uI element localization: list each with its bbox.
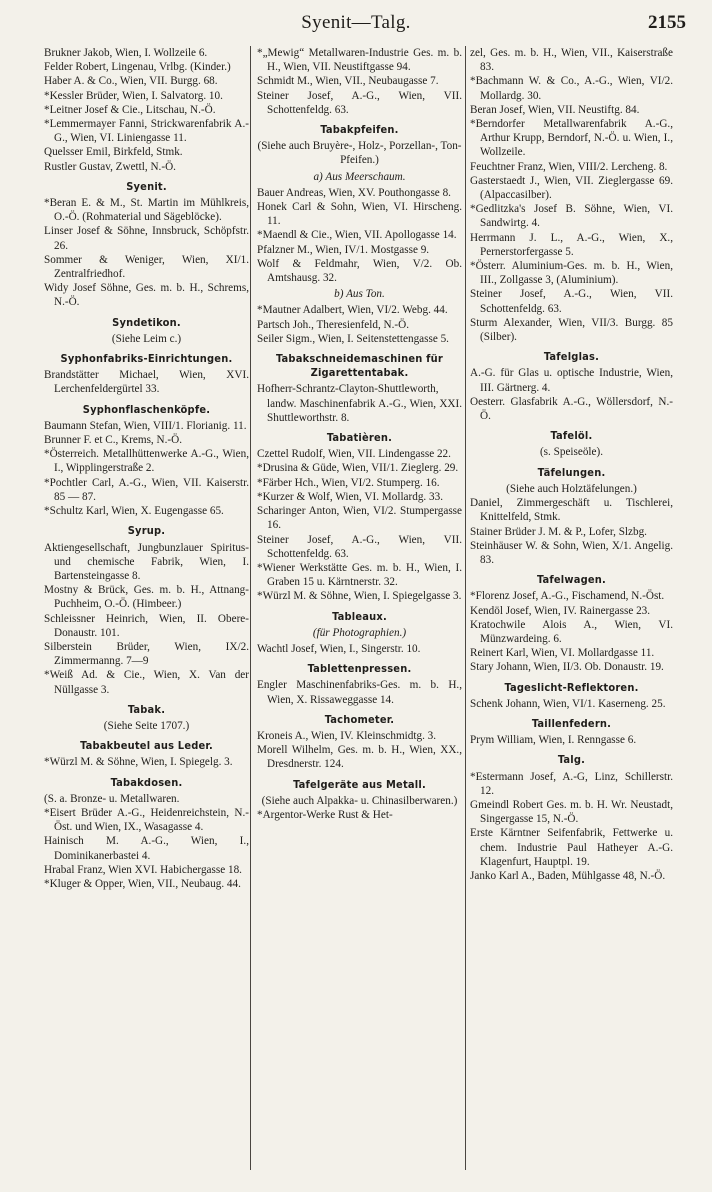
directory-entry: Morell Wilhelm, Ges. m. b. H., Wien, XX., Dresdnerstr. 124. (257, 744, 462, 771)
section-heading: Tabakschneidemaschinen für Zigarettentabak. (276, 352, 443, 380)
section-note: (für Photographien.) (312, 626, 407, 639)
section-heading: Talg. (557, 753, 586, 767)
directory-entry: Kendöl Josef, Wien, IV. Rainergasse 23. (470, 604, 651, 617)
directory-entry: Beran Josef, Wien, VII. Neustiftg. 84. (470, 103, 640, 116)
section-heading: Tabakpfeifen. (320, 123, 399, 137)
directory-entry: Janko Karl A., Baden, Mühlgasse 48, N.-Ö. (470, 869, 666, 882)
section-heading: Syenit. (126, 179, 167, 193)
directory-entry: *Estermann Josef, A.-G, Linz, Schillerstr. 12. (470, 770, 673, 797)
directory-entry: Linser Josef & Söhne, Innsbruck, Schöpfstr. 26. (44, 225, 249, 252)
directory-entry: *Weiß Ad. & Cie., Wien, X. Van der Nüllgasse 3. (44, 669, 249, 696)
section-note: (s. Speiseöle). (539, 446, 604, 459)
directory-entry: Wolf & Feldmahr, Wien, V/2. Ob. Amtshausg. 32. (257, 257, 462, 285)
running-title: Syenit—Talg. (301, 12, 411, 33)
directory-entry: *Kurzer & Wolf, Wien, VI. Mollardg. 33. (257, 490, 444, 503)
section-heading: Syphonflaschenköpfe. (82, 402, 211, 416)
directory-entry: *Argentor-Werke Rust & Het- (257, 808, 393, 821)
directory-entry: Engler Maschinenfabriks-Ges. m. b. H., Wien, X. Rissaweggasse 14. (257, 679, 462, 706)
section-note: (Siehe Leim c.) (111, 332, 182, 345)
section-heading: Tafelöl. (550, 429, 593, 443)
section-heading: Tafelwagen. (536, 573, 607, 587)
directory-entry: Hrabal Franz, Wien XVI. Habichergasse 18. (44, 863, 242, 876)
directory-entry: Steinhäuser W. & Sohn, Wien, X/1. Angelig. 83. (470, 539, 673, 566)
directory-entry: *Wiener Werkstätte Ges. m. b. H., Wien, I. Graben 15 u. Kärntnerstr. 32. (257, 561, 462, 589)
directory-entry: Schmidt M., Wien, VII., Neubaugasse 7. (257, 75, 439, 88)
directory-entry: *Leitner Josef & Cie., Litschau, N.-Ö. (44, 103, 216, 116)
section-heading: Tachometer. (324, 712, 395, 726)
page-header (0, 8, 712, 42)
directory-entry: Steiner Josef, A.-G., Wien, VII. Schottenfeldg. 63. (257, 533, 462, 560)
section-heading: Taillenfedern. (531, 716, 612, 730)
section-note: (Siehe auch Bruyère-, Holz-, Porzellan-, Ton-Pfeifen.) (257, 140, 462, 167)
directory-entry: *Florenz Josef, A.-G., Fischamend, N.-Öst. (470, 590, 665, 603)
directory-entry: *Würzl M. & Söhne, Wien, I. Spiegelg. 3. (44, 756, 233, 769)
section-note: (Siehe Seite 1707.) (103, 719, 190, 732)
directory-entry: Brandstätter Michael, Wien, XVI. Lerchenfeldergürtel 33. (44, 369, 249, 396)
column-left (44, 46, 249, 1172)
directory-entry: Gmeindl Robert Ges. m. b. H. Wr. Neustadt, Singergasse 15, N.-Ö. (470, 798, 673, 826)
directory-entry: *Drusina & Güde, Wien, VII/1. Zieglerg. 29. (257, 462, 459, 475)
directory-entry: *Österreich. Metallhüttenwerke A.-G., Wien, I., Wipplingerstraße 2. (44, 448, 249, 475)
directory-entry: Schenk Johann, Wien, VI/1. Kaserneng. 25. (470, 697, 666, 710)
directory-entry: (S. a. Bronze- u. Metallwaren. (44, 792, 180, 805)
directory-entry: Steiner Josef, A.-G., Wien, VII. Schottenfeldg. 63. (470, 288, 673, 315)
section-heading: Tabakbeutel aus Leder. (80, 739, 213, 753)
directory-entry: Scharinger Anton, Wien, VI/2. Stumpergasse 16. (257, 505, 462, 532)
directory-entry: Widy Josef Söhne, Ges. m. b. H., Schrems, N.-Ö. (44, 282, 249, 309)
directory-entry: Prym William, Wien, I. Renngasse 6. (470, 734, 637, 747)
column-divider (465, 46, 466, 1170)
section-note: a) Aus Meerschaum. (313, 170, 406, 183)
directory-entry: Felder Robert, Lingenau, Vrlbg. (Kinder.) (44, 61, 231, 74)
directory-entry: *Österr. Aluminium-Ges. m. b. H., Wien, III., Zollgasse 3, (Aluminium). (470, 260, 673, 287)
section-heading: Tabak. (127, 702, 166, 716)
section-heading: Tafelglas. (543, 350, 600, 364)
directory-entry: Aktiengesellschaft, Jungbunzlauer Spiritus- und chemische Fabrik, Wien, I. Bartensteingasse 8. (44, 541, 249, 582)
directory-entry: Haber A. & Co., Wien, VII. Burgg. 68. (44, 75, 218, 88)
directory-entry: Baumann Stefan, Wien, VIII/1. Florianig. 11. (44, 419, 247, 432)
directory-entry: Oesterr. Glasfabrik A.-G., Wöllersdorf, N.-Ö. (470, 395, 673, 423)
directory-entry: *Pochtler Carl, A.-G., Wien, VII. Kaiserstr. 85 — 87. (44, 476, 249, 503)
directory-entry: Daniel, Zimmergeschäft u. Tischlerei, Knittelfeld, Stmk. (470, 497, 673, 524)
directory-entry: *Beran E. & M., St. Martin im Mühlkreis, O.-Ö. (Rohmaterial und Sägeblöcke). (44, 197, 249, 224)
directory-entry: *Würzl M. & Söhne, Wien, I. Spiegelgasse 3. (257, 590, 462, 603)
directory-entry: *Schultz Karl, Wien, X. Eugengasse 65. (44, 505, 224, 518)
directory-entry: Brunner F. et C., Krems, N.-Ö. (44, 434, 182, 447)
directory-entry: Hainisch M. A.-G., Wien, I., Dominikanerbastei 4. (44, 835, 249, 862)
directory-entry: Hofherr-Schrantz-Clayton-Shuttleworth, landw. Maschinenfabrik A.-G., Wien, XXI. Shuttleworthstr. 8. (257, 383, 462, 424)
directory-entry: A.-G. für Glas u. optische Industrie, Wien, III. Gärtnerg. 4. (470, 367, 673, 394)
directory-entry: Silberstein Brüder, Wien, IX/2. Zimmermanng. 7—9 (44, 640, 249, 668)
directory-entry: Reinert Karl, Wien, VI. Mollardgasse 11. (470, 647, 655, 660)
directory-entry: Stainer Brüder J. M. & P., Lofer, Slzbg. (470, 525, 647, 538)
section-note: b) Aus Ton. (334, 288, 385, 301)
directory-entry: Feuchtner Franz, Wien, VIII/2. Lercheng. 8. (470, 160, 668, 173)
directory-entry: *Gedlitzka's Josef B. Söhne, Wien, VI. Sandwirtg. 4. (470, 203, 673, 230)
column-divider (250, 46, 251, 1170)
directory-entry: Mostny & Brück, Ges. m. b. H., Attnang-Puchheim, O.-Ö. (Himbeer.) (44, 584, 249, 611)
directory-entry: Pfalzner M., Wien, IV/1. Mostgasse 9. (257, 243, 430, 256)
directory-entry: Bauer Andreas, Wien, XV. Pouthongasse 8. (257, 186, 451, 199)
directory-entry: Steiner Josef, A.-G., Wien, VII. Schottenfeldg. 63. (257, 89, 462, 116)
column-right (470, 46, 673, 1172)
directory-entry: Schleissner Heinrich, Wien, II. Obere-Donaustr. 101. (44, 612, 249, 639)
directory-entry: *Kessler Brüder, Wien, I. Salvatorg. 10. (44, 89, 223, 102)
directory-entry: Gasterstaedt J., Wien, VII. Zieglergasse 69. (Alpaccasilber). (470, 174, 673, 202)
directory-entry: Herrmann J. L., A.-G., Wien, X., Pernerstorfergasse 5. (470, 231, 673, 258)
directory-entry: Czettel Rudolf, Wien, VII. Lindengasse 22. (257, 448, 451, 461)
directory-entry: Wachtl Josef, Wien, I., Singerstr. 10. (257, 642, 421, 655)
directory-entry: *Maendl & Cie., Wien, VII. Apollogasse 14. (257, 229, 457, 242)
directory-entry: Brukner Jakob, Wien, I. Wollzeile 6. (44, 47, 208, 59)
directory-entry: Kratochwile Alois A., Wien, VI. Münzwardeing. 6. (470, 618, 673, 645)
directory-entry: *„Mewig“ Metallwaren-Industrie Ges. m. b. H., Wien, VII. Neustiftgasse 94. (257, 47, 462, 74)
section-heading: Tableaux. (332, 609, 387, 623)
directory-entry: Seiler Sigm., Wien, I. Seitenstettengasse 5. (257, 332, 449, 345)
section-heading: Tabakdosen. (110, 775, 183, 789)
section-heading: Tafelgeräte aus Metall. (293, 777, 426, 791)
section-heading: Syrup. (127, 524, 166, 538)
section-heading: Tabatièren. (326, 431, 393, 445)
directory-entry: *Berndorfer Metallwarenfabrik A.-G., Arthur Krupp, Berndorf, N.-Ö. u. Wien, I., Wollzeile. (470, 118, 673, 159)
directory-entry: *Lemmermayer Fanni, Strickwarenfabrik A.-G., Wien, VI. Liniengasse 11. (44, 118, 249, 145)
directory-entry: zel, Ges. m. b. H., Wien, VII., Kaiserstraße 83. (470, 47, 673, 74)
directory-entry: Quelsser Emil, Birkfeld, Stmk. (44, 146, 183, 159)
directory-entry: Partsch Joh., Theresienfeld, N.-Ö. (257, 318, 410, 331)
section-heading: Syndetikon. (112, 315, 181, 329)
directory-entry: Stary Johann, Wien, II/3. Ob. Donaustr. 19. (470, 661, 664, 674)
directory-entry: Sommer & Weniger, Wien, XI/1. Zentralfriedhof. (44, 253, 249, 281)
directory-entry: *Kluger & Opper, Wien, VII., Neubaug. 44. (44, 877, 241, 890)
directory-entry: *Eisert Brüder A.-G., Heidenreichstein, N.-Öst. und Wien, IX., Wasagasse 4. (44, 806, 249, 834)
directory-entry: Honek Carl & Sohn, Wien, VI. Hirscheng. 11. (257, 201, 462, 228)
section-note: (Siehe auch Holztäfelungen.) (506, 482, 637, 495)
column-middle (257, 46, 462, 1172)
directory-entry: *Mautner Adalbert, Wien, VI/2. Webg. 44. (257, 304, 448, 317)
directory-entry: Kroneis A., Wien, IV. Kleinschmidtg. 3. (257, 729, 437, 742)
section-heading: Täfelungen. (537, 465, 606, 479)
section-heading: Tageslicht-Reflektoren. (504, 680, 639, 694)
section-heading: Tablettenpressen. (307, 662, 412, 676)
page-number: 2155 (648, 12, 686, 33)
section-heading: Syphonfabriks-Einrichtungen. (60, 352, 233, 366)
section-note: (Siehe auch Alpakka- u. Chinasilberwaren.) (261, 794, 458, 807)
directory-entry: Erste Kärntner Seifenfabrik, Fettwerke u. chem. Industrie Paul Hatheyer A.-G. Klagenfurt, Hauptpl. 19. (470, 827, 673, 868)
directory-entry: Sturm Alexander, Wien, VII/3. Burgg. 85 (Silber). (470, 316, 673, 344)
directory-entry: *Bachmann W. & Co., A.-G., Wien, VI/2. Mollardg. 30. (470, 75, 673, 102)
directory-entry: *Färber Hch., Wien, VI/2. Stumperg. 16. (257, 476, 440, 489)
directory-entry: Rustler Gustav, Zwettl, N.-Ö. (44, 160, 176, 173)
